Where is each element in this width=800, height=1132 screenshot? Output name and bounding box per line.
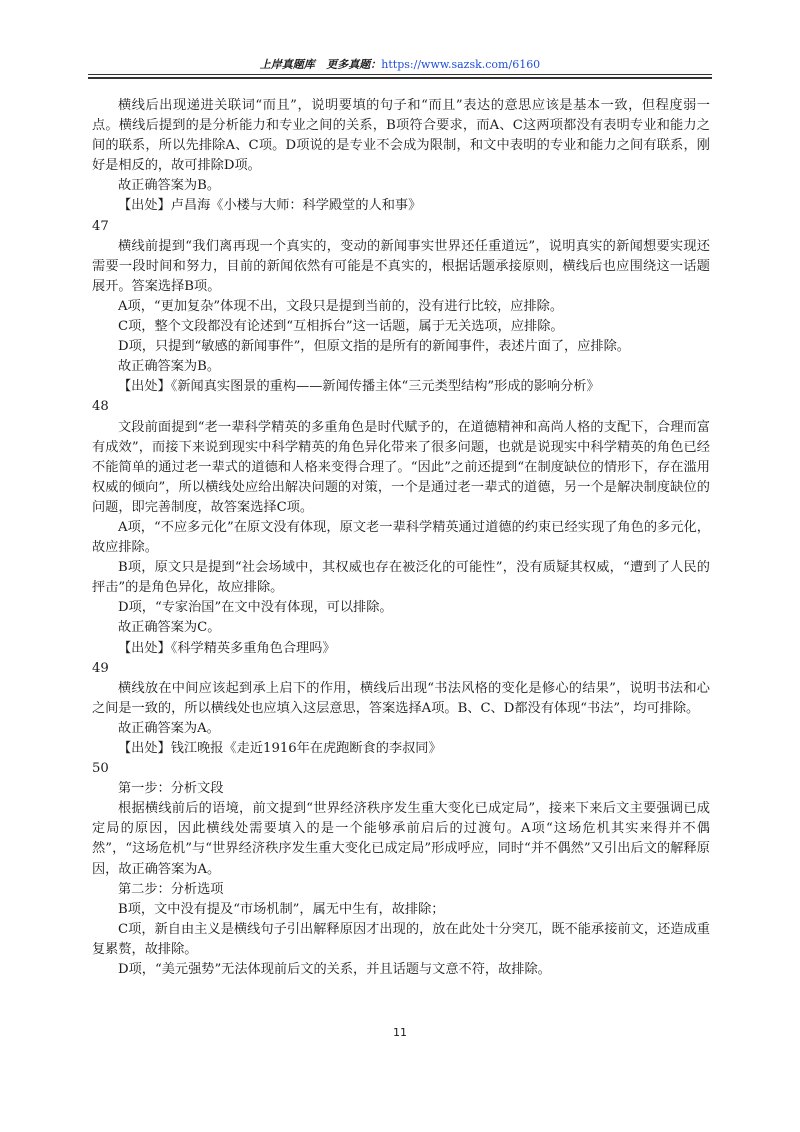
paragraph: 【出处】《新闻真实图景的重构——新闻传播主体“三元类型结构”形成的影响分析》 bbox=[118, 379, 600, 395]
site-url-link[interactable]: https://www.sazsk.com/6160 bbox=[381, 58, 541, 71]
paragraph: 横线后出现递进关联词“而且”，说明要填的句子和“而且”表达的意思应该是基本一致，但程度弱一点。横线后提到的是分析能力和专业之间的关系，B项符合要求，而A、C这两项都没有表明专业和能力之间的联系，所以先排除A、C项。D项说的是专业不会成为限制，和文中表明的专业和能力之间有联系，刚好是相反的，故可排除D项。 bbox=[92, 98, 710, 174]
paragraph: 故正确答案为B。 bbox=[118, 178, 221, 194]
paragraph: D项，“美元强势”无法体现前后文的关系，并且话题与文意不符，故排除。 bbox=[118, 962, 551, 978]
paragraph: C项，整个文段都没有论述到“互相拆台”这一话题，属于无关选项，应排除。 bbox=[118, 319, 564, 335]
site-name: 上岸真题库 bbox=[259, 58, 315, 71]
paragraph: A项，“不应多元化”在原文没有体现，原文老一辈科学精英通过道德的约束已经实现了角色的多元化，故应排除。 bbox=[92, 519, 710, 556]
paragraph: 故正确答案为A。 bbox=[118, 720, 220, 736]
more-label: 更多真题： bbox=[326, 58, 382, 71]
header-rule-thick bbox=[88, 77, 712, 79]
paragraph: 根据横线前后的语境，前文提到“世界经济秩序发生重大变化已成定局”，接来下来后文主要强调已成定局的原因，因此横线处需要填入的是一个能够承前启后的过渡句。A项“这场危机其实来得并不偶然”，“这场危机”与“世界经济秩序发生重大变化已成定局”形成呼应，同时“并不偶然”又引出后文的解释原因，故正确答案为A。 bbox=[92, 801, 710, 877]
question-number: 47 bbox=[92, 218, 109, 234]
paragraph: 故正确答案为B。 bbox=[118, 359, 221, 375]
paragraph: C项，新自由主义是横线句子引出解释原因才出现的，放在此处十分突兀，既不能承接前文，还造成重复累赘，故排除。 bbox=[92, 921, 710, 957]
paragraph: D项，只提到“敏感的新闻事件”，但原文指的是所有的新闻事件，表述片面了，应排除。 bbox=[118, 339, 630, 355]
question-number: 50 bbox=[92, 761, 109, 777]
paragraph: 横线前提到“我们离再现一个真实的，变动的新闻事实世界还任重道远”，说明真实的新闻想要实现还需要一段时间和努力，目前的新闻依然有可能是不真实的，根据话题承接原则，横线后也应围绕这一话题展开。答案选择B项。 bbox=[92, 238, 710, 294]
paragraph: D项，“专家治国”在文中没有体现，可以排除。 bbox=[118, 600, 393, 616]
paragraph: 第一步：分析文段 bbox=[118, 781, 224, 797]
question-number: 48 bbox=[92, 399, 109, 415]
paragraph: 故正确答案为C。 bbox=[118, 620, 221, 636]
paragraph: 【出处】《科学精英多重角色合理吗》 bbox=[118, 640, 336, 656]
page-header bbox=[0, 56, 800, 72]
paragraph: 文段前面提到“老一辈科学精英的多重角色是时代赋予的，在道德精神和高尚人格的支配下，合理而富有成效”，而接下来说到现实中科学精英的角色异化带来了很多问题，也就是说现实中科学精英的角色已经不能简单的通过老一辈式的道德和人格来变得合理了。“因此”之前还提到“在制度缺位的情形下，存在滥用权威的倾向”，所以横线处应给出解决问题的对策，一个是通过老一辈式的道德，另一个是解决制度缺位的问题，即完善制度，故答案选择C项。 bbox=[92, 419, 710, 515]
paragraph: 第二步：分析选项 bbox=[118, 881, 224, 897]
paragraph: 【出处】卢昌海《小楼与大师：科学殿堂的人和事》 bbox=[118, 198, 422, 214]
question-number: 49 bbox=[92, 660, 109, 676]
page-body bbox=[92, 96, 710, 980]
paragraph: A项，“更加复杂”体现不出，文段只是提到当前的，没有进行比较，应排除。 bbox=[118, 298, 564, 314]
header-rule-thin bbox=[88, 74, 712, 75]
paragraph: B项，文中没有提及“市场机制”，属无中生有，故排除； bbox=[118, 901, 445, 917]
page-number: 11 bbox=[393, 1026, 407, 1039]
paragraph: 【出处】钱江晚报《走近1916年在虎跑断食的李叔同》 bbox=[118, 741, 442, 756]
paragraph: B项，原文只是提到“社会场域中，其权威也存在被泛化的可能性”，没有质疑其权威，“遭到了人民的抨击”的是角色异化，故应排除。 bbox=[92, 560, 710, 596]
paragraph: 横线放在中间应该起到承上启下的作用，横线后出现“书法风格的变化是修心的结果”，说明书法和心之间是一致的，所以横线处也应填入这层意思，答案选择A项。B、C、D都没有体现“书法”，均可排除。 bbox=[92, 680, 710, 716]
